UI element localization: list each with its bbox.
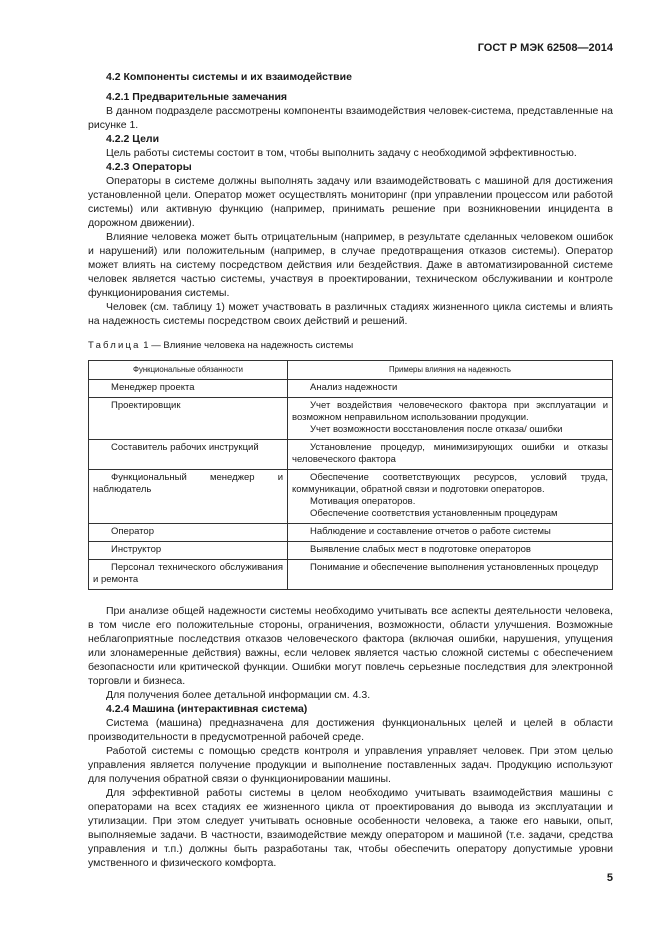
paragraph: Работой системы с помощью средств контроля и управления управляет человек. При этом целью управления является получение продукции и выполнение поставленных задач. Продукцию используют для получения обратной связи о функционировании машины.: [88, 745, 613, 785]
paragraph: Система (машина) предназначена для достижения функциональных целей и целей в области производительности в предусмотренной рабочей среде.: [88, 717, 613, 743]
examples-cell: [288, 542, 613, 560]
table-row: [89, 380, 613, 398]
examples-cell: [288, 560, 613, 590]
paragraph: Операторы в системе должны выполнять задачу или взаимодействовать с машиной для достижения установленной цели. Оператор может осуществлять мониторинг (при управлении процессом или работой системы) или активную функцию (например, принимать решение при возникновении инцидента в дорожном движении).: [88, 175, 613, 229]
table-row: [89, 440, 613, 470]
examples-cell: [288, 470, 613, 524]
table-row: [89, 398, 613, 440]
human-influence-table: [88, 360, 613, 590]
table-caption-prefix: Таблица: [88, 340, 141, 351]
table-header-row: [89, 361, 613, 380]
role-cell: Проектировщик: [89, 398, 288, 440]
example-line: Понимание и обеспечение выполнения установленных процедур: [310, 562, 599, 573]
example-line: Учет возможности восстановления после отказа/ ошибки: [310, 424, 563, 435]
page-number: 5: [606, 872, 613, 884]
subsection-423-title: 4.2.3 Операторы: [106, 161, 192, 173]
paragraph: Для получения более детальной информации см. 4.3.: [106, 689, 371, 701]
paragraph: При анализе общей надежности системы необходимо учитывать все аспекты деятельности человека, в том числе его положительные стороны, ограничения, возможности, области улучшения. Возможные неблагоприятные последствия отказов человеческого фактора (включая ошибки, нарушения, упущения или злонамеренные действия) важны, если человек является частью сложной системы с обеспечением безопасности или критической функции. Ошибки могут повлечь серьезные последствия для электронной торговли и бизнеса.: [88, 605, 613, 687]
example-line: Учет воздействия человеческого фактора при эксплуатации и возможном неправильном использовании продукции.: [292, 400, 608, 423]
subsection-421-text: В данном подразделе рассмотрены компоненты взаимодействия человек-система, представленные на рисунке 1.: [88, 105, 613, 131]
column-header-examples: Примеры влияния на надежность: [288, 361, 613, 380]
section-title: 4.2 Компоненты системы и их взаимодействие: [106, 71, 352, 83]
paragraph: Влияние человека может быть отрицательным (например, в результате сделанных человеком ошибок и нарушений) или положительным (например, в случае предотвращения отказов системы). Оператор может влиять на систему посредством действия или бездействия. Даже в автоматизированной системе человек является частью системы, участвуя в проектировании, техническом обслуживании и контроле функционирования системы.: [88, 231, 613, 299]
example-line: Мотивация операторов.: [310, 496, 416, 507]
table-row: [89, 470, 613, 524]
role-cell: Персонал технического обслуживания и ремонта: [89, 560, 288, 590]
paragraph: Человек (см. таблицу 1) может участвовать в различных стадиях жизненного цикла системы и влиять на надежность системы посредством своих действий и решений.: [88, 301, 613, 327]
subsection-422-text: Цель работы системы состоит в том, чтобы выполнить задачу с необходимой эффективностью.: [106, 147, 577, 159]
table-row: [89, 560, 613, 590]
role-cell: Оператор: [89, 524, 288, 542]
subsection-422-title: 4.2.2 Цели: [106, 133, 160, 145]
example-line: Наблюдение и составление отчетов о работе системы: [310, 526, 551, 537]
role-cell: Менеджер проекта: [89, 380, 288, 398]
subsection-421-title: 4.2.1 Предварительные замечания: [106, 91, 288, 103]
examples-cell: [288, 398, 613, 440]
table-row: [89, 524, 613, 542]
example-line: Анализ надежности: [310, 382, 398, 393]
table-caption: [88, 339, 613, 353]
examples-cell: [288, 440, 613, 470]
example-line: Обеспечение соответствующих ресурсов, условий труда, коммуникации, обратной связи и подготовки операторов.: [292, 472, 608, 495]
examples-cell: [288, 380, 613, 398]
example-line: Обеспечение соответствия установленным процедурам: [310, 508, 558, 519]
example-line: Выявление слабых мест в подготовке операторов: [310, 544, 531, 555]
role-cell: Инструктор: [89, 542, 288, 560]
document-code: ГОСТ Р МЭК 62508—2014: [477, 42, 613, 54]
example-line: Установление процедур, минимизирующих ошибки и отказы человеческого фактора: [292, 442, 608, 465]
role-cell: Составитель рабочих инструкций: [89, 440, 288, 470]
examples-cell: [288, 524, 613, 542]
role-cell: Функциональный менеджер и наблюдатель: [89, 470, 288, 524]
table-caption-text: 1 — Влияние человека на надежность системы: [140, 340, 354, 351]
table-row: [89, 542, 613, 560]
column-header-roles: Функциональные обязанности: [89, 361, 288, 380]
subsection-424-title: 4.2.4 Машина (интерактивная система): [106, 703, 308, 715]
paragraph: Для эффективной работы системы в целом необходимо учитывать взаимодействия машины с операторами на всех стадиях ее жизненного цикла от проектирования до вывода из эксплуатации и утилизации. При этом следует учитывать основные особенности человека, а также его навыки, опыт, выполняемые задачи. В частности, взаимодействие между оператором и машиной (т.е. задачи, средства управления и т.п.) должны быть разработаны так, чтобы обеспечить оператору допустимые уровни умственного и физического комфорта.: [88, 787, 613, 869]
page-body: [88, 70, 613, 870]
